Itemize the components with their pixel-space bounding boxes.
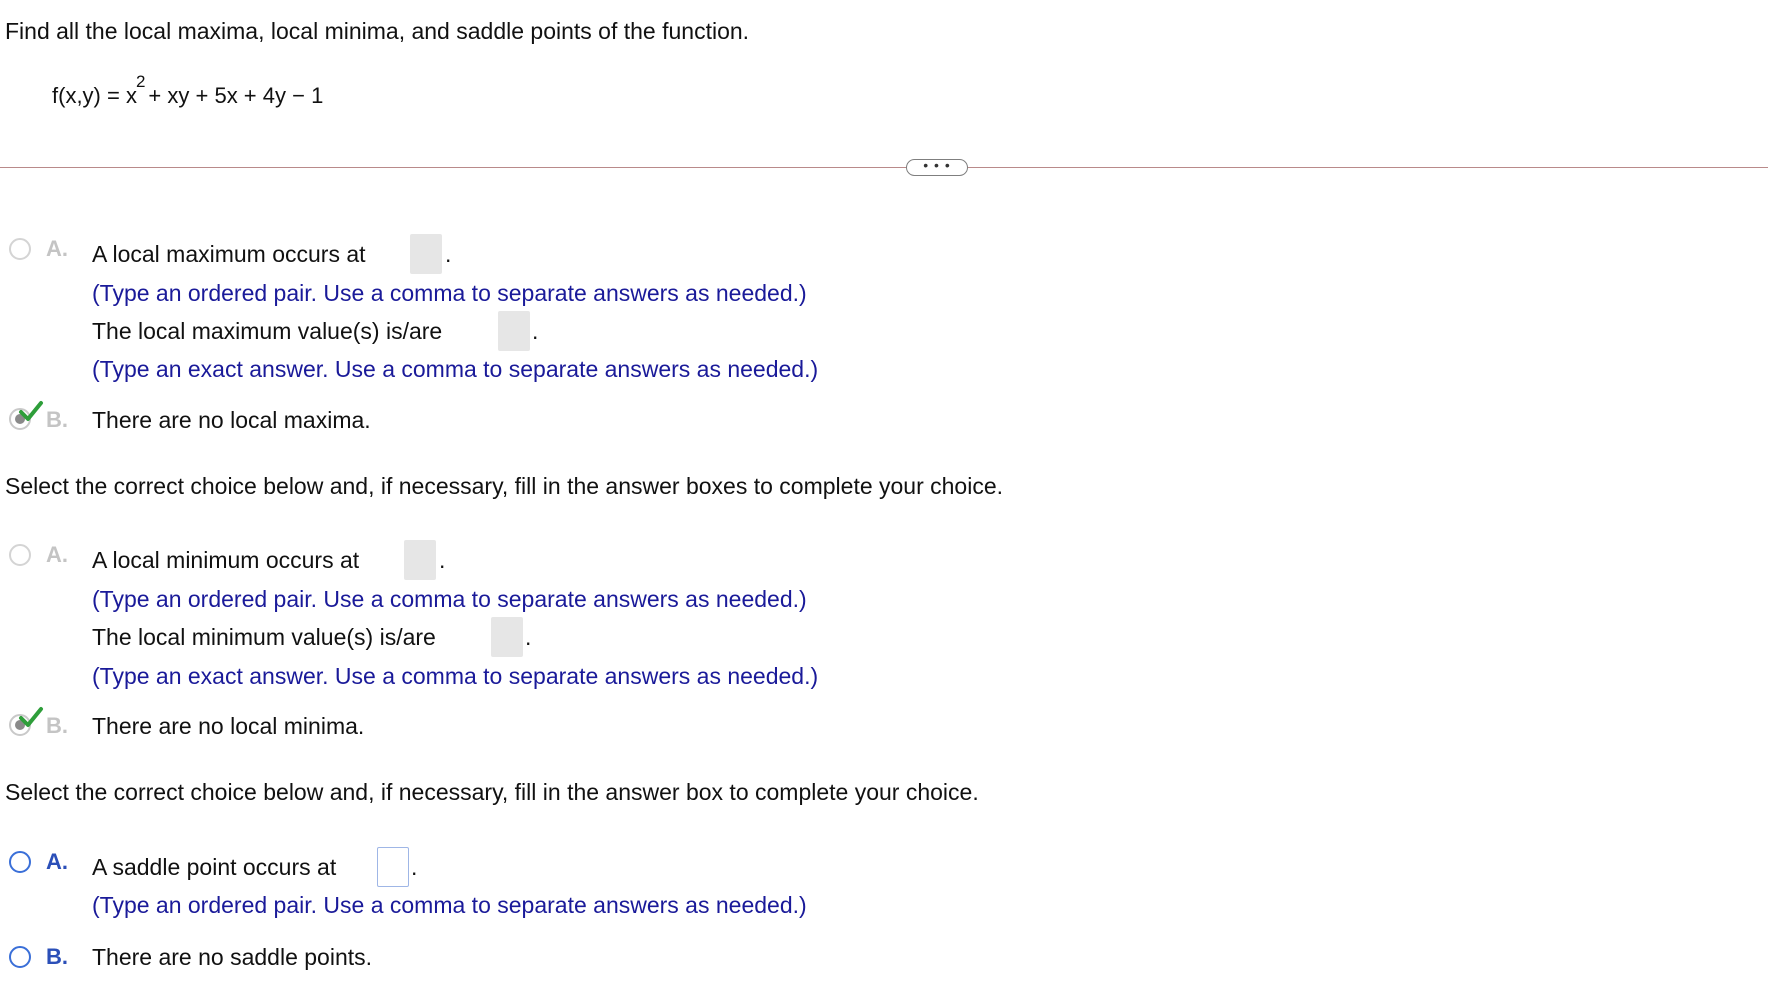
maxima-option-a-radio[interactable] [9,238,31,260]
maxima-option-a-text: A local maximum occurs at [92,241,366,267]
maxima-option-b-letter: B. [46,407,68,432]
function-lhs: f(x,y) = x [52,83,137,108]
maxima-option-a-letter: A. [46,236,68,261]
more-options-button[interactable] [906,159,968,176]
saddle-option-a-text: A saddle point occurs at [92,854,337,880]
minima-instruction: Select the correct choice below and, if necessary, fill in the answer boxes to complete your choice. [5,473,1004,499]
minima-option-b-text: There are no local minima. [92,713,365,739]
check-icon [18,706,44,730]
minima-option-b-letter: B. [46,713,68,738]
minima-option-a-radio[interactable] [9,544,31,566]
maxima-period-2: . [532,318,539,344]
minima-period-2: . [525,624,532,650]
saddle-option-b-letter: B. [46,944,68,969]
question-prompt: Find all the local maxima, local minima, and saddle points of the function. [5,18,750,44]
minima-hint-exact: (Type an exact answer. Use a comma to separate answers as needed.) [92,663,819,689]
minima-point-input[interactable] [404,540,436,580]
maxima-option-b-text: There are no local maxima. [92,407,371,433]
minima-option-a-letter: A. [46,542,68,567]
function-exponent: 2 [135,72,146,91]
minima-value-input[interactable] [491,617,523,657]
section-divider [0,167,1768,168]
maxima-hint-exact: (Type an exact answer. Use a comma to separate answers as needed.) [92,356,819,382]
saddle-option-b-radio[interactable] [9,946,31,968]
function-expression [52,72,324,112]
saddle-option-a-letter: A. [46,849,68,874]
saddle-option-a-radio[interactable] [9,851,31,873]
saddle-hint-ordered-pair: (Type an ordered pair. Use a comma to separate answers as needed.) [92,892,807,918]
minima-value-text: The local minimum value(s) is/are [92,624,436,650]
saddle-instruction: Select the correct choice below and, if necessary, fill in the answer box to complete your choice. [5,779,979,805]
saddle-point-input[interactable] [377,847,409,887]
saddle-period-1: . [411,854,418,880]
maxima-hint-ordered-pair: (Type an ordered pair. Use a comma to separate answers as needed.) [92,280,807,306]
saddle-option-b-text: There are no saddle points. [92,944,373,970]
minima-option-a-text: A local minimum occurs at [92,547,360,573]
minima-hint-ordered-pair: (Type an ordered pair. Use a comma to separate answers as needed.) [92,586,807,612]
function-rhs: + xy + 5x + 4y − 1 [148,83,324,108]
maxima-value-text: The local maximum value(s) is/are [92,318,443,344]
maxima-value-input[interactable] [498,311,530,351]
check-icon [18,400,44,424]
minima-period-1: . [439,547,446,573]
maxima-point-input[interactable] [410,234,442,274]
maxima-period-1: . [445,241,452,267]
ellipsis-icon: • • • [923,157,951,173]
